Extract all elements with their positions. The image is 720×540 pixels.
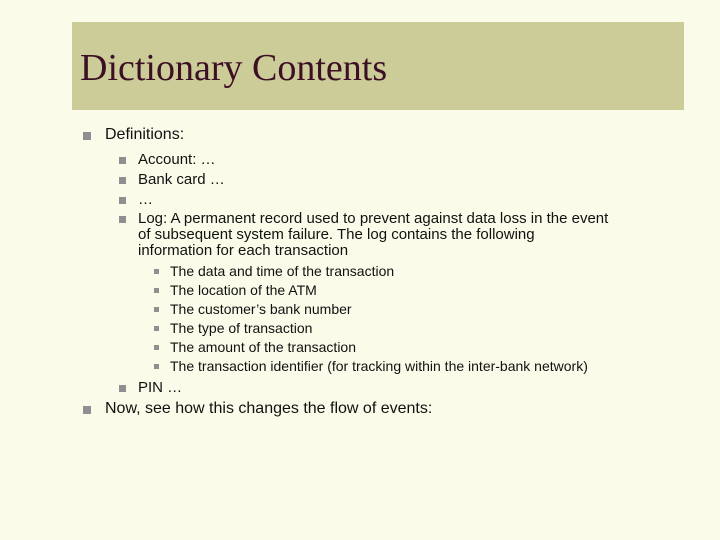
bullet-label: PIN … [138, 379, 183, 396]
bullet-item-bank-number [170, 302, 352, 317]
square-bullet-icon [154, 326, 159, 331]
bullet-item-definitions [105, 126, 184, 144]
bullet-item-date-time [170, 264, 394, 279]
bullet-label-line: information for each transaction [138, 242, 349, 259]
bullet-item-account [138, 152, 216, 168]
square-bullet-icon [154, 345, 159, 350]
bullet-label-line: of subsequent system failure. The log contains the following [138, 226, 535, 243]
bullet-label: The data and time of the transaction [170, 263, 395, 279]
square-bullet-icon [119, 385, 126, 392]
bullet-item-log [138, 211, 608, 259]
bullet-item-type [170, 321, 312, 336]
square-bullet-icon [83, 132, 91, 140]
slide-title: Dictionary Contents [80, 47, 388, 89]
bullet-item-ellipsis [138, 192, 153, 208]
bullet-label: The transaction identifier (for tracking within the inter-bank network) [170, 358, 588, 374]
bullet-label: Definitions: [105, 126, 185, 143]
bullet-item-amount [170, 340, 356, 355]
bullet-label: The customer’s bank number [170, 301, 352, 317]
bullet-label-line: Log: A permanent record used to prevent against data loss in the event [138, 210, 609, 227]
bullet-label: Bank card … [138, 171, 225, 188]
bullet-item-pin [138, 380, 182, 396]
square-bullet-icon [119, 177, 126, 184]
bullet-item-identifier [170, 359, 588, 374]
square-bullet-icon [154, 269, 159, 274]
bullet-item-bank-card [138, 172, 225, 188]
bullet-item-location [170, 283, 317, 298]
bullet-label: … [138, 191, 153, 208]
square-bullet-icon [154, 307, 159, 312]
bullet-label: The type of transaction [170, 320, 313, 336]
bullet-label: The amount of the transaction [170, 339, 356, 355]
square-bullet-icon [83, 406, 91, 414]
square-bullet-icon [154, 288, 159, 293]
bullet-item-flow-of-events [105, 400, 432, 418]
bullet-label: Account: … [138, 151, 216, 168]
square-bullet-icon [154, 364, 159, 369]
bullet-label: The location of the ATM [170, 282, 317, 298]
square-bullet-icon [119, 157, 126, 164]
square-bullet-icon [119, 216, 126, 223]
square-bullet-icon [119, 197, 126, 204]
bullet-label: Now, see how this changes the flow of events: [105, 400, 433, 417]
